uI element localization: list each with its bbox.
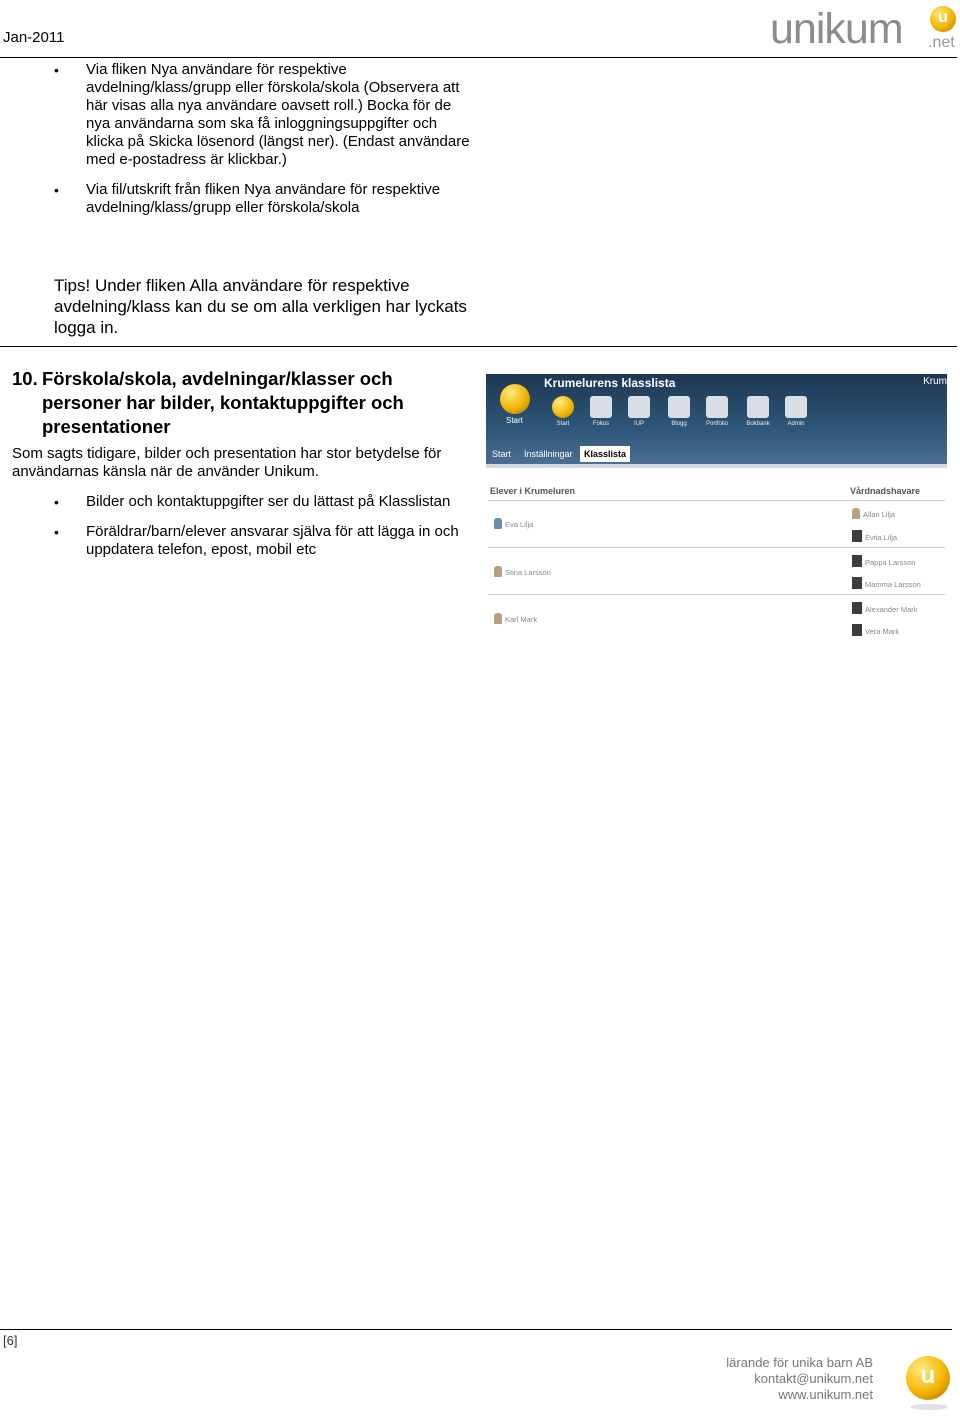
section-bullet-list	[54, 493, 478, 559]
focus-flag-icon[interactable]	[590, 396, 612, 418]
tips-label: Tips	[54, 276, 86, 295]
guardian-item[interactable]	[852, 508, 895, 519]
toolbar-label: Bokbank	[746, 421, 770, 427]
footer-contact	[726, 1355, 873, 1403]
header-date: Jan-2011	[3, 29, 65, 46]
guardian-photo-icon	[852, 602, 862, 614]
iup-icon[interactable]	[628, 396, 650, 418]
guardian-name: Mamma Larsson	[865, 580, 921, 589]
screenshot-title: Krumelurens klasslista	[544, 376, 676, 390]
toolbar-label: Blogg	[671, 421, 687, 427]
tips-text: ! Under fliken Alla användare för respektive avdelning/klass kan du se om alla verkligen har lyckats logga in.	[54, 276, 467, 337]
blog-bubble-icon[interactable]	[668, 396, 690, 418]
portfolio-folder-icon[interactable]	[706, 396, 728, 418]
bookbank-icon[interactable]	[747, 396, 769, 418]
section-body	[12, 445, 478, 559]
guardian-item[interactable]	[852, 602, 918, 614]
guardian-item[interactable]	[852, 624, 899, 636]
student-icon	[494, 566, 502, 577]
screenshot-toolbar	[486, 374, 947, 464]
section-paragraph: Som sagts tidigare, bilder och presentation har stor betydelse för användarnas känsla när de använder Unikum.	[12, 445, 442, 480]
student-item[interactable]	[494, 566, 551, 577]
students-header: Elever i Krumeluren	[490, 486, 576, 496]
intro-bullet: • Via fil/utskrift från fliken Nya användare för respektive avdelning/klass/grupp eller förskola/skola	[54, 181, 474, 217]
screenshot-title-right: Krum	[923, 376, 947, 387]
intro-bullet: • Via fliken Nya användare för respektive avdelning/klass/grupp eller förskola/skola (Observera att här visas alla nya användare oavsett roll.) Bocka för de nya användarna som ska få inloggningsuppgifter och klicka på Skicka lösenord (längst ner). (Endast användare med e-postadress är klickbar.)	[54, 61, 474, 169]
student-icon	[494, 613, 502, 624]
footer-email: kontakt@unikum.net	[754, 1371, 873, 1386]
guardian-name: Pappa Larsson	[865, 558, 916, 567]
guardian-item[interactable]	[852, 530, 897, 542]
unikum-logo	[770, 6, 956, 52]
footer-logo-icon: u	[906, 1356, 950, 1400]
guardian-item[interactable]	[852, 555, 915, 567]
start-ball-icon	[500, 384, 530, 414]
guardian-photo-icon	[852, 577, 862, 589]
section-heading	[12, 367, 472, 439]
guardian-name: Alexander Mark	[865, 605, 918, 614]
logo-wordmark: unikum	[770, 5, 903, 53]
student-item[interactable]	[494, 518, 533, 529]
student-name: Eva Lilja	[505, 520, 534, 529]
guardians-header: Vårdnadshavare	[850, 486, 921, 496]
section-divider	[0, 346, 957, 347]
toolbar-label: Admin	[787, 421, 805, 427]
tab-classlist[interactable]: Klasslista	[580, 446, 630, 462]
tips-box	[54, 275, 474, 338]
footer-divider	[0, 1329, 952, 1330]
footer-logo-shadow	[910, 1404, 948, 1410]
student-name: Stina Larsson	[505, 568, 551, 577]
toolbar-label: Start	[556, 421, 570, 427]
logo-ball-icon: u	[930, 6, 956, 32]
toolbar-label: Portfolio	[705, 421, 728, 427]
section-bullet: • Bilder och kontaktuppgifter ser du lättast på Klasslistan	[54, 493, 478, 511]
footer-website: www.unikum.net	[778, 1387, 873, 1402]
screenshot-separator	[486, 464, 947, 468]
toolbar-label: IUP	[633, 421, 644, 427]
header-divider	[0, 57, 957, 58]
start-label: Start	[506, 416, 523, 425]
tab-start[interactable]: Start	[492, 449, 512, 459]
toolbar-label: Fokus	[592, 421, 610, 427]
student-item[interactable]	[494, 613, 537, 624]
section-bullet: • Föräldrar/barn/elever ansvarar själva för att lägga in och uppdatera telefon, epost, mobil etc	[54, 523, 478, 559]
student-icon	[494, 518, 502, 529]
guardian-photo-icon	[852, 624, 862, 636]
guardian-photo-icon	[852, 530, 862, 542]
section-title-line1: Förskola/skola, avdelningar/klasser och	[42, 368, 393, 389]
guardian-name: Allan Lilja	[863, 510, 896, 519]
header-line	[488, 500, 945, 501]
classlist-screenshot	[486, 374, 947, 640]
guardian-name: Evita Lilja	[865, 533, 898, 542]
guardian-item[interactable]	[852, 577, 921, 589]
start-icon[interactable]	[552, 396, 574, 418]
section-title-rest: personer har bilder, kontaktuppgifter och presentationer	[42, 392, 404, 437]
screenshot-tabs	[486, 444, 947, 464]
guardian-icon	[852, 508, 860, 519]
footer-company: lärande för unika barn AB	[726, 1355, 873, 1370]
row-line	[488, 547, 945, 548]
admin-wrench-icon[interactable]	[785, 396, 807, 418]
tab-settings[interactable]: Inställningar	[524, 449, 573, 459]
logo-suffix: .net	[928, 34, 955, 51]
guardian-photo-icon	[852, 555, 862, 567]
page-number: [6]	[3, 1333, 18, 1348]
section-number: 10.	[12, 368, 38, 389]
guardian-name: Vera Mark	[865, 627, 900, 636]
row-line	[488, 594, 945, 595]
intro-bullet-list	[54, 61, 474, 217]
student-name: Karl Mark	[505, 615, 538, 624]
